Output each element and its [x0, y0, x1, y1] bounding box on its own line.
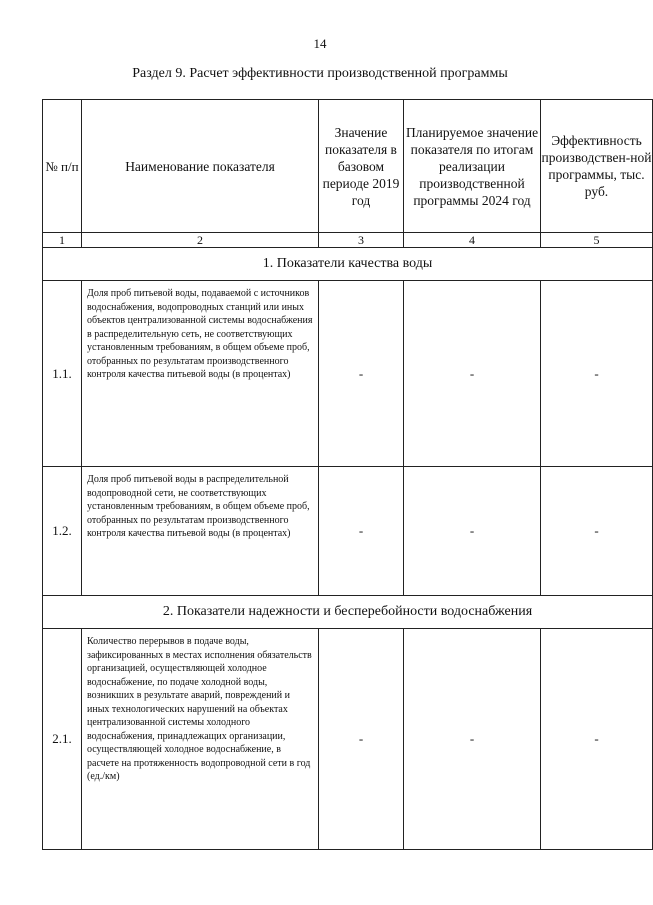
column-number: 2 — [82, 233, 319, 248]
base-value: - — [319, 467, 404, 596]
header-indicator-name: Наименование показателя — [82, 100, 319, 233]
column-number: 5 — [541, 233, 653, 248]
header-planned-value: Планируемое значение показателя по итогам реализации производственной программы 2024 год — [404, 100, 541, 233]
base-value: - — [319, 281, 404, 467]
section-title: Раздел 9. Расчет эффективности производственной программы — [132, 66, 508, 81]
table-row — [43, 467, 653, 596]
planned-value: - — [404, 281, 541, 467]
row-index: 1.2. — [43, 467, 82, 596]
group-title: 2. Показатели надежности и бесперебойности водоснабжения — [43, 596, 653, 629]
planned-value: - — [404, 629, 541, 850]
base-value: - — [319, 629, 404, 850]
header-row — [43, 100, 653, 233]
table-row — [43, 281, 653, 467]
column-number: 4 — [404, 233, 541, 248]
header-index: № п/п — [43, 100, 82, 233]
efficiency-value: - — [541, 629, 653, 850]
table-row — [43, 629, 653, 850]
indicator-name: Количество перерывов в подаче воды, зафиксированных в местах исполнения обязательств организацией, осуществляющей холодное водоснабжение, по подаче холодной воды, возникших в результате аварий, повреждений и иных технологических нарушений на объектах централизованной системы холодного водоснабжения, принадлежащих организации, осуществляющей холодное водоснабжение, в расчете на протяженность водопроводной сети в год (ед./км) — [82, 629, 319, 850]
efficiency-table — [42, 99, 653, 850]
efficiency-value: - — [541, 467, 653, 596]
indicator-name: Доля проб питьевой воды, подаваемой с источников водоснабжения, водопроводных станций или иных объектов централизованной системы водоснабжения в распределительную сеть, не соответствующих установленным требованиям, в общем объеме проб, отобранных по результатам производственного контроля качества питьевой воды (в процентах) — [82, 281, 319, 467]
column-number: 1 — [43, 233, 82, 248]
group-row — [43, 596, 653, 629]
group-title: 1. Показатели качества воды — [43, 248, 653, 281]
planned-value: - — [404, 467, 541, 596]
page-number: 14 — [313, 36, 327, 51]
group-row — [43, 248, 653, 281]
row-index: 2.1. — [43, 629, 82, 850]
row-index: 1.1. — [43, 281, 82, 467]
header-base-value: Значение показателя в базовом периоде 2019 год — [319, 100, 404, 233]
indicator-name: Доля проб питьевой воды в распределительной водопроводной сети, не соответствующих установленным требованиям, в общем объеме проб, отобранных по результатам производственного контроля качества питьевой воды (в процентах) — [82, 467, 319, 596]
column-number-row — [43, 233, 653, 248]
header-efficiency: Эффективность производствен-ной программы, тыс. руб. — [541, 100, 653, 233]
efficiency-value: - — [541, 281, 653, 467]
column-number: 3 — [319, 233, 404, 248]
